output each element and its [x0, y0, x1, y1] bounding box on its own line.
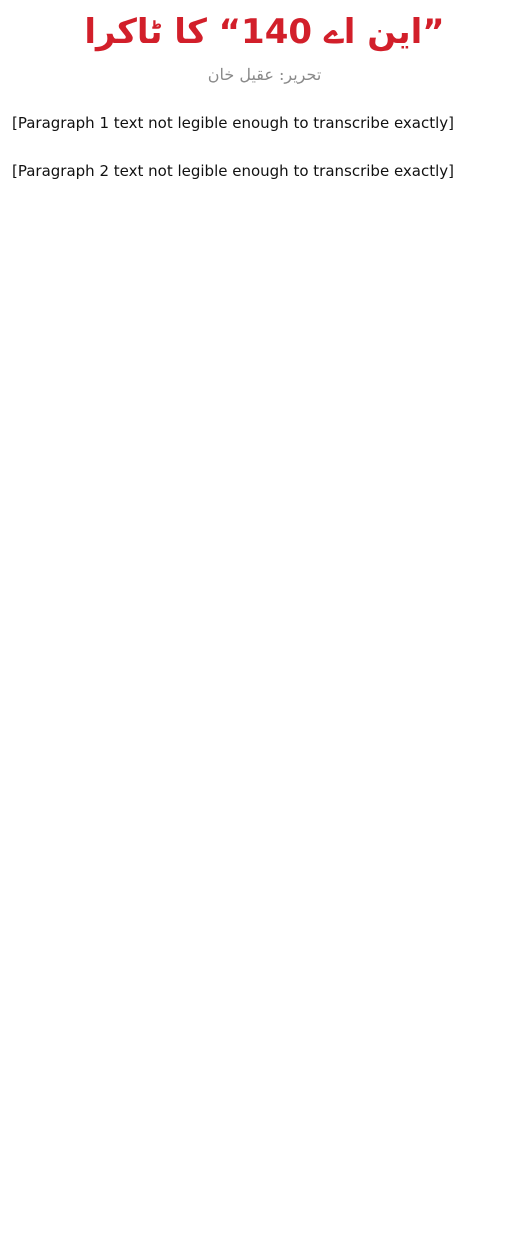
article-paragraph: [Paragraph 1 text not legible enough to transcribe exactly] — [12, 114, 455, 132]
author-byline: تحریر: عقیل خان — [207, 65, 322, 84]
article-paragraph: [Paragraph 2 text not legible enough to transcribe exactly] — [12, 162, 455, 180]
article-body — [12, 108, 517, 186]
article-title: ”این اے 140“ کا ٹاکرا — [84, 12, 445, 52]
